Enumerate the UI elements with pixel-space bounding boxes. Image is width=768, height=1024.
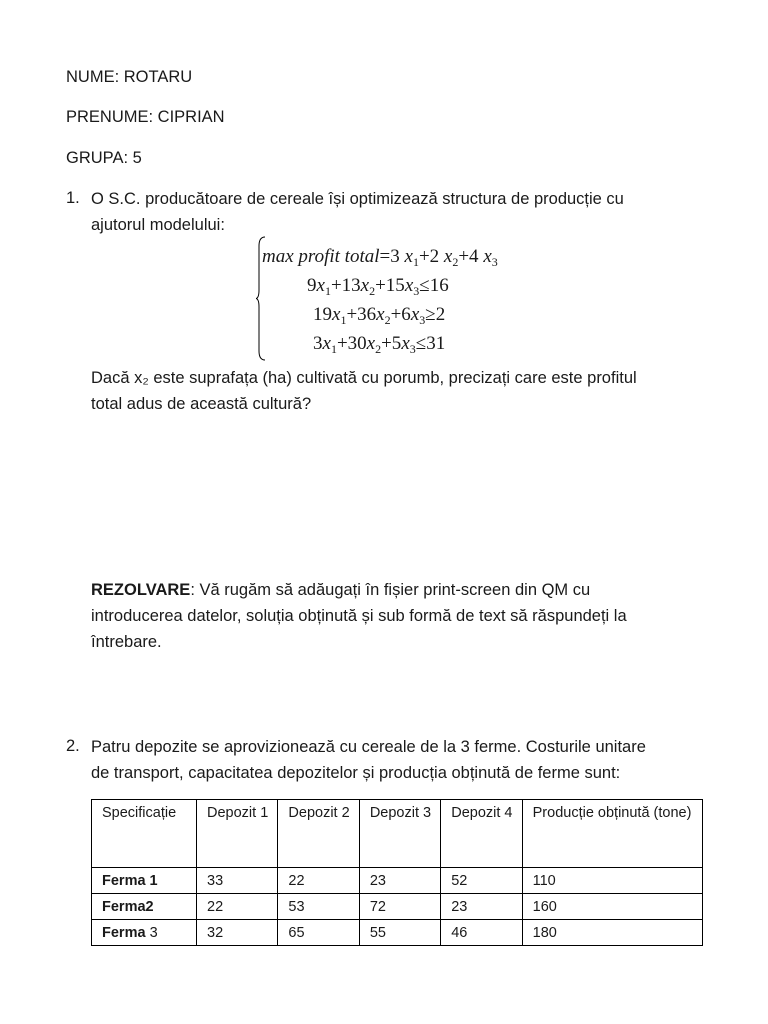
solution-line-3: întrebare. [91, 633, 162, 651]
table-header-cell: Producție obținută (tone) [522, 800, 702, 868]
table-header-row [92, 800, 703, 868]
problem-1-question-line-2: total adus de această cultură? [91, 395, 312, 413]
table-row-label: Ferma 1 [92, 868, 197, 894]
table-header-cell: Depozit 2 [278, 800, 359, 868]
table-cell: 22 [197, 894, 278, 920]
table-cell: 65 [278, 920, 359, 946]
constraint-1: $9x_1+13x_2+15x_3\le 16$ [307, 275, 449, 298]
problem-2-intro-line-2: de transport, capacitatea depozitelor și producția obținută de ferme sunt: [91, 764, 621, 782]
student-group: GRUPA: 5 [66, 149, 142, 167]
solution-instructions [91, 577, 711, 655]
problem-1-question-line-1: Dacă x₂ este suprafața (ha) cultivată cu porumb, precizați care este profitul [91, 369, 637, 387]
table-cell: 72 [359, 894, 440, 920]
table-cell: 55 [359, 920, 440, 946]
table-header-cell: Depozit 3 [359, 800, 440, 868]
table-cell: 23 [359, 868, 440, 894]
problem-1-number: 1. [66, 189, 80, 207]
table-cell: 160 [522, 894, 702, 920]
constraint-3: $3x_1+30x_2+5x_3\le 31$ [313, 333, 446, 356]
table-cell: 22 [278, 868, 359, 894]
table-header-cell: Specificație [92, 800, 197, 868]
table-cell: 110 [522, 868, 702, 894]
problem-1-intro [91, 186, 711, 238]
objective-function: max profit total=3 $x_1+2$ $x_2+4$ $x_3$ [262, 246, 498, 269]
problem-1-question [91, 365, 711, 417]
table-cell: 33 [197, 868, 278, 894]
table-header-cell: Depozit 4 [441, 800, 522, 868]
student-last-name: NUME: ROTARU [66, 68, 193, 86]
table-row-label: Ferma 3 [92, 920, 197, 946]
table-header-cell: Depozit 1 [197, 800, 278, 868]
table-cell: 32 [197, 920, 278, 946]
problem-1-intro-line-1: O S.C. producătoare de cereale își optimizează structura de producție cu [91, 190, 624, 208]
table-cell: 46 [441, 920, 522, 946]
table-row [92, 920, 703, 946]
problem-2-intro [91, 734, 711, 786]
solution-label: REZOLVARE [91, 581, 191, 599]
table-row-label: Ferma2 [92, 894, 197, 920]
problem-2-number: 2. [66, 737, 80, 755]
table-cell: 52 [441, 868, 522, 894]
solution-line-2: introducerea datelor, soluția obținută și sub formă de text să răspundeți la [91, 607, 627, 625]
problem-1-intro-line-2: ajutorul modelului: [91, 216, 225, 234]
table-cell: 180 [522, 920, 702, 946]
student-first-name: PRENUME: CIPRIAN [66, 108, 225, 126]
solution-line-1: REZOLVARE: Vă rugăm să adăugați în fișier print-screen din QM cu [91, 581, 591, 599]
constraint-2: $19x_1+36x_2+6x_3\ge 2$ [313, 304, 446, 327]
table-row [92, 868, 703, 894]
table-cell: 23 [441, 894, 522, 920]
problem-2-intro-line-1: Patru depozite se aprovizionează cu cereale de la 3 ferme. Costurile unitare [91, 738, 646, 756]
table-row [92, 894, 703, 920]
transport-cost-table [91, 799, 703, 946]
table-cell: 53 [278, 894, 359, 920]
objective-label: max profit total [262, 246, 380, 267]
